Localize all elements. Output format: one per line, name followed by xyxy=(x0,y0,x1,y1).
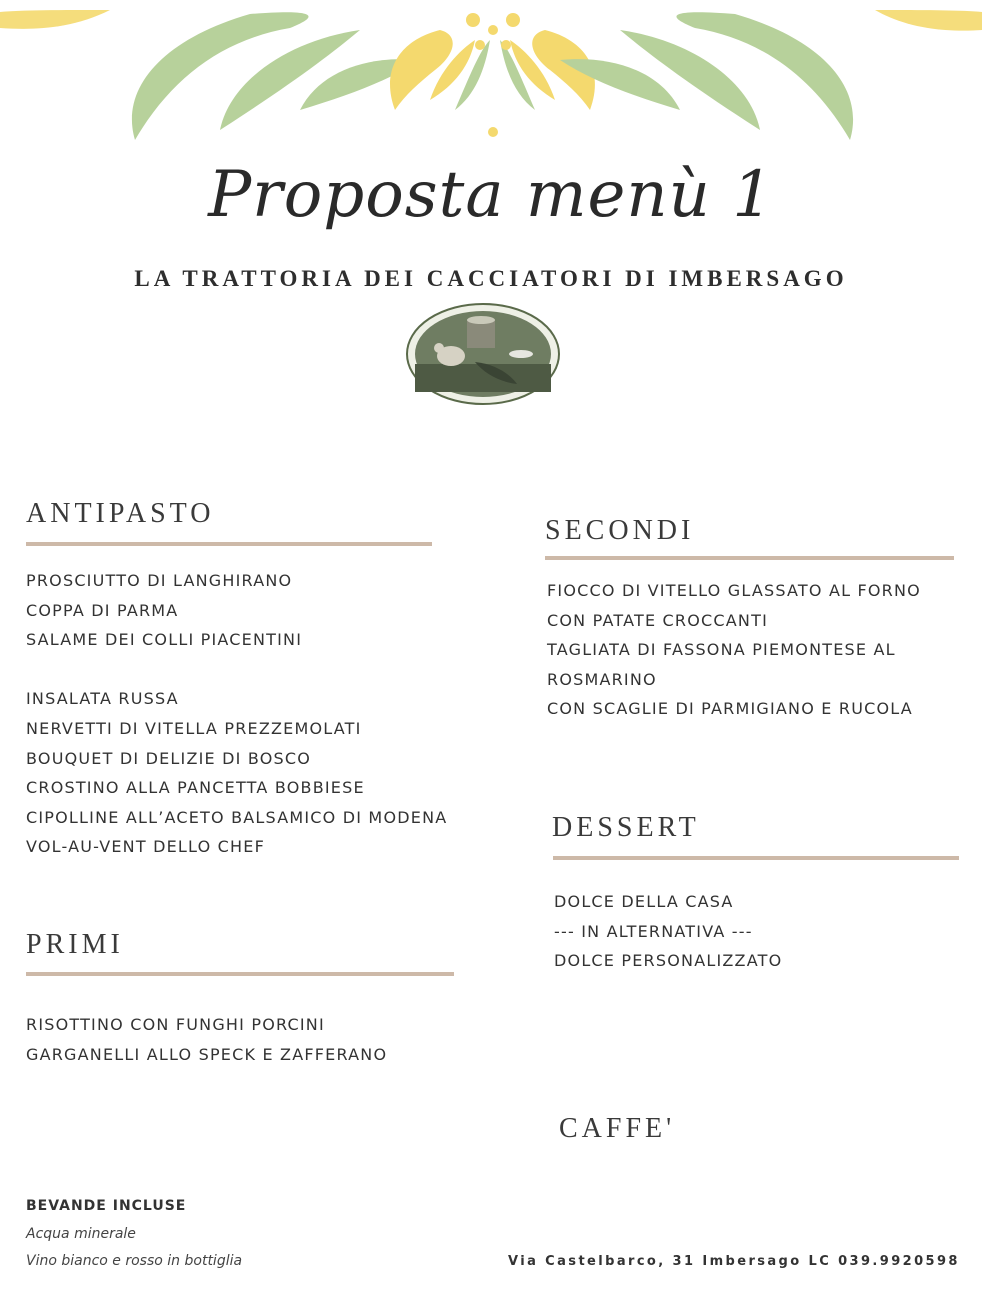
list-item: BOUQUET DI DELIZIE DI BOSCO xyxy=(26,748,312,768)
list-item: PROSCIUTTO DI LANGHIRANO xyxy=(26,571,293,590)
list-item: --- IN ALTERNATIVA --- xyxy=(554,921,753,941)
menu-title: Proposta menù 1 xyxy=(208,158,774,232)
leaf-center-left xyxy=(455,40,490,110)
beverage-item: Acqua minerale xyxy=(26,1226,136,1242)
section-heading-dessert: DESSERT xyxy=(552,812,700,843)
floral-decoration xyxy=(0,0,982,150)
primi-list xyxy=(26,1010,387,1069)
restaurant-name: LA TRATTORIA DEI CACCIATORI DI IMBERSAGO xyxy=(134,266,848,291)
list-item: VOL-AU-VENT DELLO CHEF xyxy=(26,837,265,857)
list-item: SALAME DEI COLLI PIACENTINI xyxy=(26,630,303,650)
secondi-list xyxy=(547,576,921,724)
dessert-list xyxy=(554,887,782,976)
section-heading-antipasto: ANTIPASTO xyxy=(26,498,215,529)
beverages-title: BEVANDE INCLUSE xyxy=(26,1198,187,1214)
list-item: INSALATA RUSSA xyxy=(26,689,179,709)
dot xyxy=(488,127,498,137)
list-item: ROSMARINO xyxy=(547,669,657,689)
dot xyxy=(466,13,480,27)
list-item: DOLCE DELLA CASA xyxy=(554,892,734,911)
leaf-right-outer xyxy=(875,10,982,31)
list-item: NERVETTI DI VITELLA PREZZEMOLATI xyxy=(26,718,362,738)
section-heading-primi: PRIMI xyxy=(26,929,124,960)
list-item: FIOCCO DI VITELLO GLASSATO AL FORNO xyxy=(547,581,921,600)
section-heading-secondi: SECONDI xyxy=(545,515,695,546)
list-item: TAGLIATA DI FASSONA PIEMONTESE AL xyxy=(547,640,896,660)
beverage-item: Vino bianco e rosso in bottiglia xyxy=(26,1253,243,1269)
restaurant-logo xyxy=(405,302,561,406)
list-item: CON PATATE CROCCANTI xyxy=(547,610,768,630)
section-heading-caffe: CAFFE' xyxy=(559,1113,676,1144)
address-phone: Via Castelbarco, 31 Imbersago LC 039.9920598 xyxy=(508,1254,960,1269)
divider xyxy=(26,542,432,546)
dot xyxy=(506,13,520,27)
divider xyxy=(553,856,959,860)
antipasto-list xyxy=(26,566,447,862)
dot xyxy=(475,40,485,50)
dot xyxy=(488,25,498,35)
leaf-left-outer xyxy=(0,10,110,29)
list-item: RISOTTINO CON FUNGHI PORCINI xyxy=(26,1015,325,1034)
list-item: CON SCAGLIE DI PARMIGIANO E RUCOLA xyxy=(547,699,913,719)
dot xyxy=(501,40,511,50)
list-item: GARGANELLI ALLO SPECK E ZAFFERANO xyxy=(26,1044,388,1064)
divider xyxy=(26,972,454,976)
list-item: DOLCE PERSONALIZZATO xyxy=(554,951,783,971)
list-item: COPPA DI PARMA xyxy=(26,600,179,620)
petal-left xyxy=(390,30,453,110)
list-item: CIPOLLINE ALL’ACETO BALSAMICO DI MODENA xyxy=(26,807,448,827)
divider xyxy=(545,556,954,560)
list-item: CROSTINO ALLA PANCETTA BOBBIESE xyxy=(26,778,365,798)
